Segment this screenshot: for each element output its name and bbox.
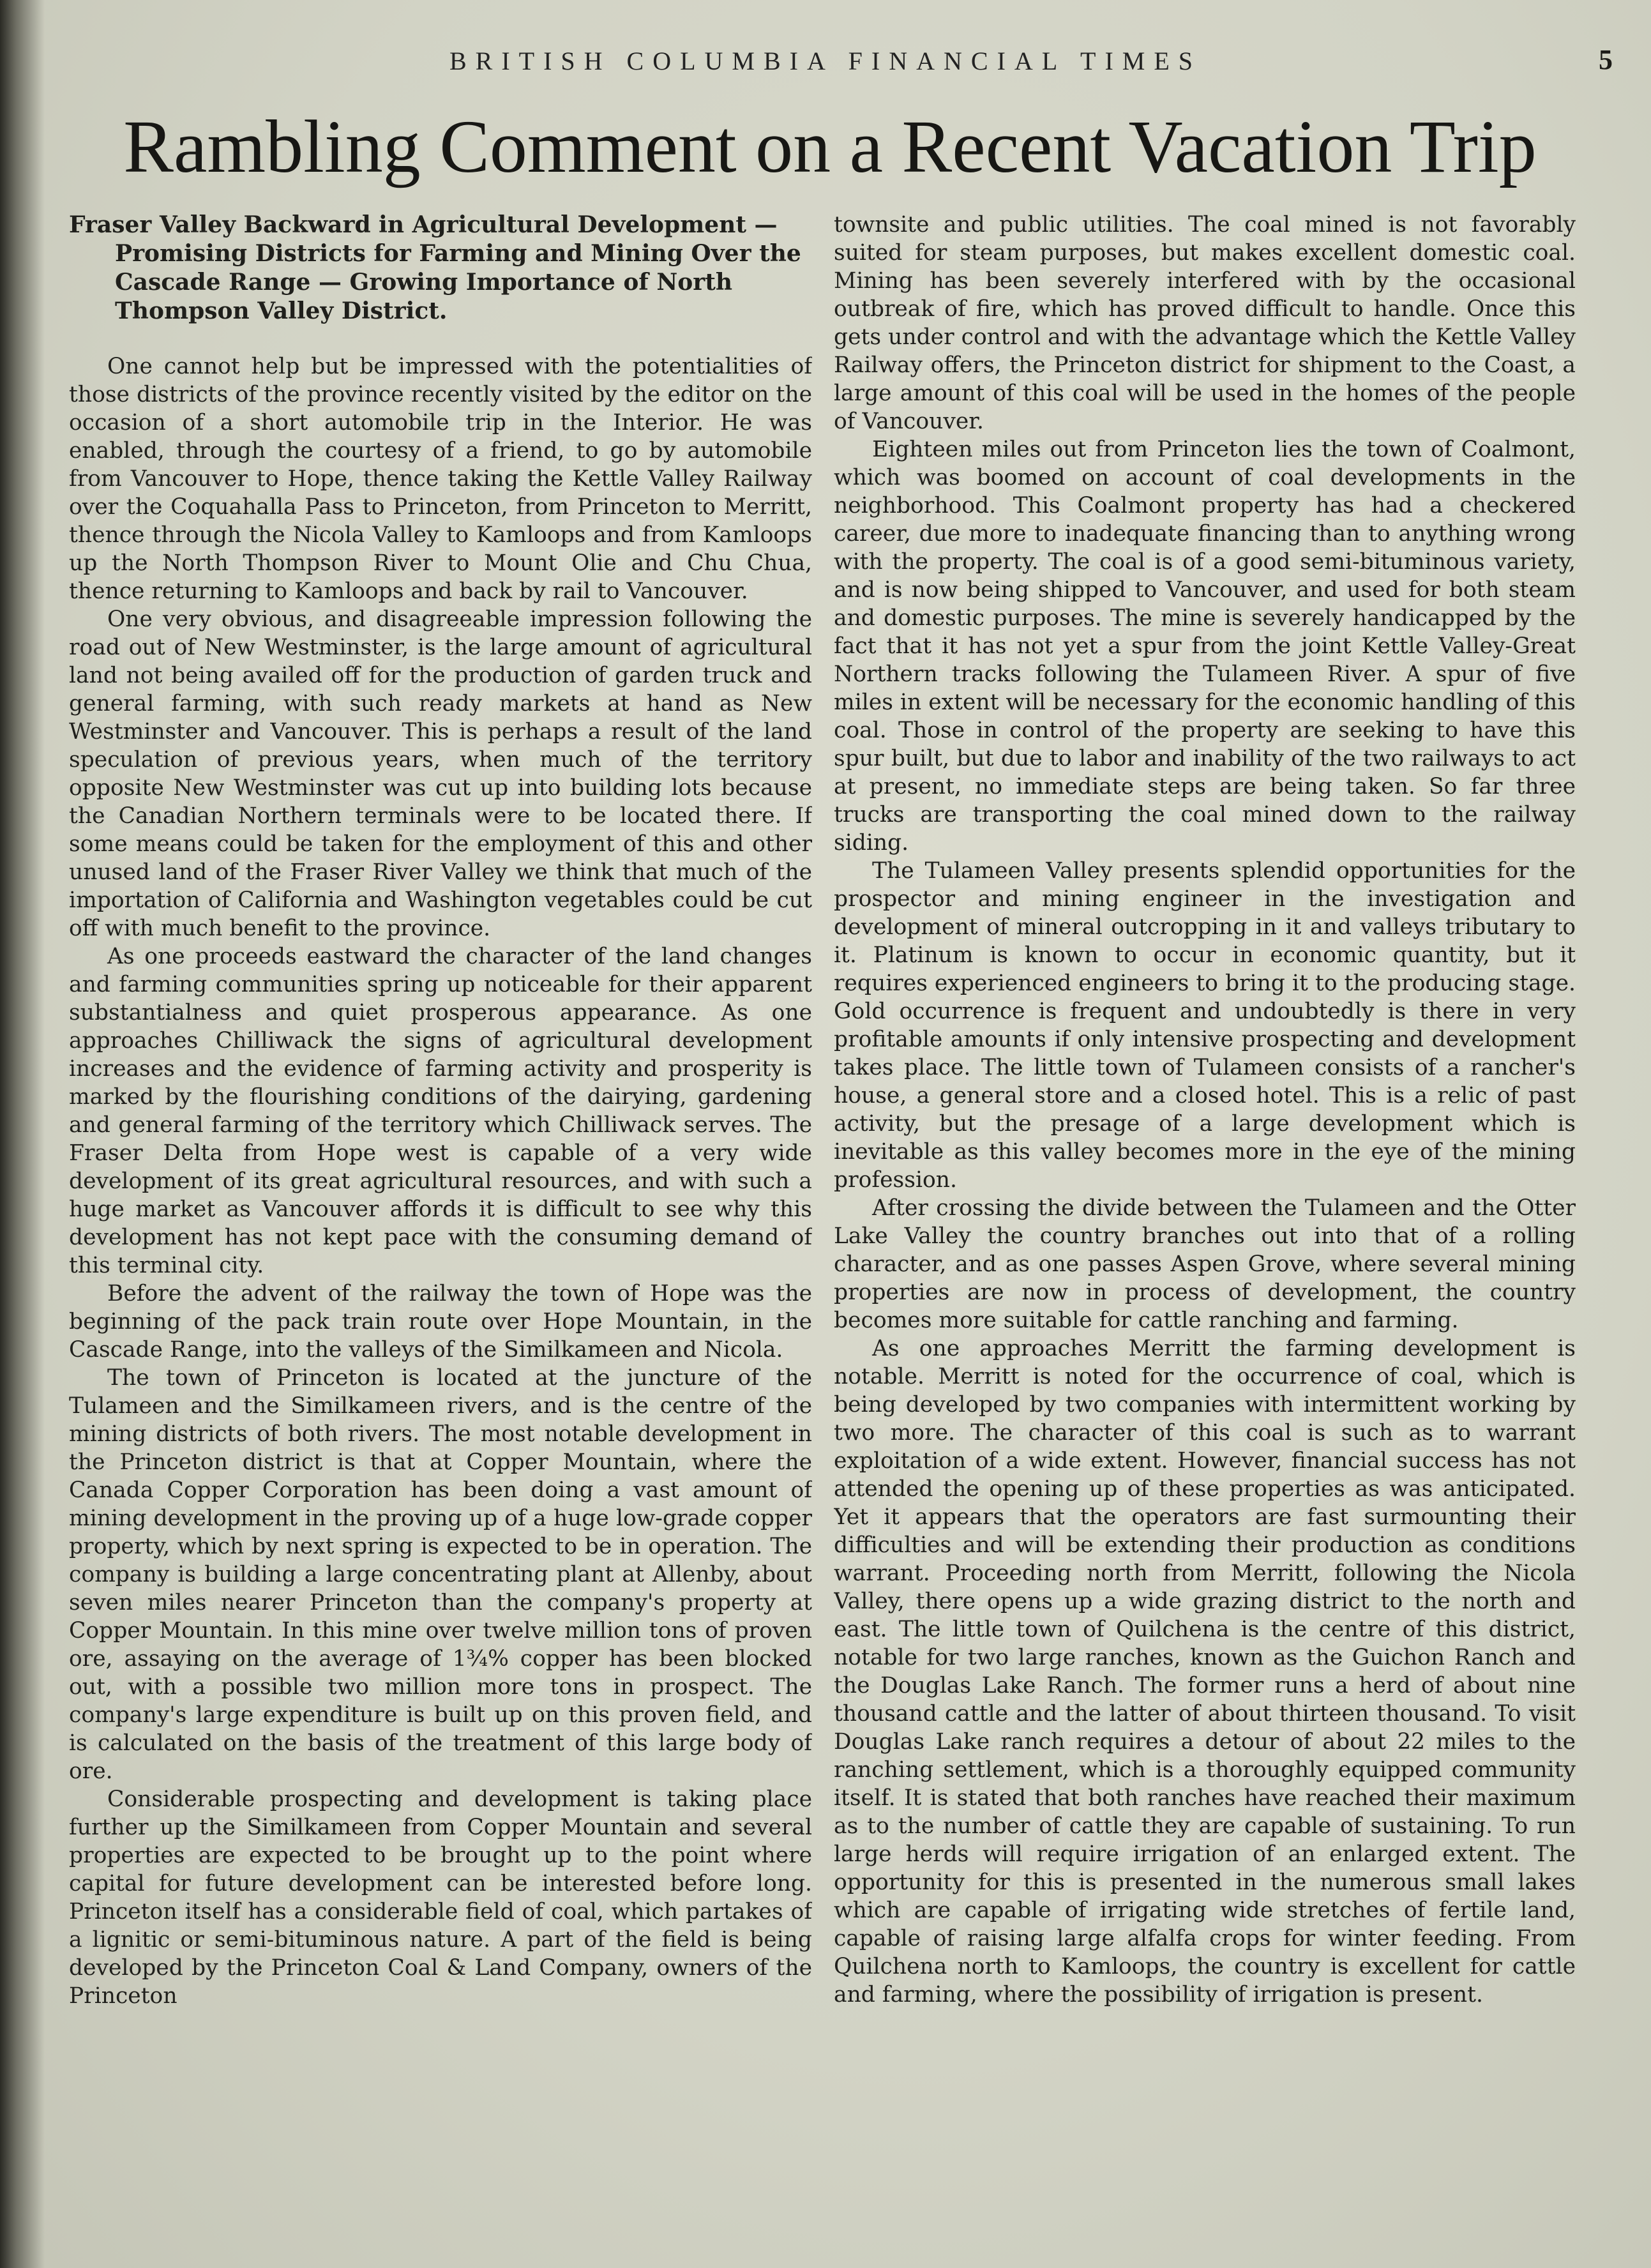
paragraph: The town of Princeton is located at the juncture of the Tulameen and the Similkameen rivers, and is the centre of the mining districts of both rivers. The most notable development in the Princeton district is that at Copper Mountain, where the Canada Copper Corporation has been doing a vast amount of mining development in the proving up of a huge low-grade copper property, which by next spring is expected to be in operation. The company is building a large concentrating plant at Allenby, about seven miles nearer Princeton than the company's property at Copper Mountain. In this mine over twelve million tons of proven ore, assaying on the average of 1¾% copper has been blocked out, with a possible two million more tons in prospect. The company's large expenditure is built up on this proven field, and is calculated on the basis of the treatment of this large body of ore. — [69, 1365, 812, 1784]
paragraph: As one proceeds eastward the character of the land changes and farming communities spring up noticeable for their apparent substantialness and quiet prosperous appearance. As one approaches Chilliwack the signs of agricultural development increases and the evidence of farming activity and prosperity is marked by the flourishing conditions of the dairying, gardening and general farming of the territory which Chilliwack serves. The Fraser Delta from Hope west is capable of a very wide development of its great agricultural resources, and with such a huge market as Vancouver affords it is difficult to see why this development has not kept pace with the consuming demand of this terminal city. — [69, 944, 812, 1278]
paragraph: As one approaches Merritt the farming development is notable. Merritt is noted for the occurrence of coal, which is being developed by two companies with intermittent working by two more. The character of this coal is such as to warrant exploitation of a wide extent. However, financial success has not attended the opening up of these properties as was anticipated. Yet it appears that the operators are fast surmounting their difficulties and will be extending their production as conditions warrant. Proceeding north from Merritt, following the Nicola Valley, there opens up a wide grazing district to the north and east. The little town of Quilchena is the centre of this district, notable for two large ranches, known as the Guichon Ranch and the Douglas Lake Ranch. The former runs a herd of about nine thousand cattle and the latter of about thirteen thousand. To visit Douglas Lake ranch requires a detour of about 22 miles to the ranching settlement, which is a thoroughly equipped community itself. It is stated that both ranches have reached their maximum as to the number of cattle they are capable of sustaining. To run large herds will require irrigation of an enlarged extent. The opportunity for this is presented in the numerous small lakes which are capable of irrigating wide stretches of fertile land, capable of raising large alfalfa crops for winter feeding. From Quilchena north to Kamloops, the country is excellent for cattle and farming, where the possibility of irrigation is present. — [834, 1336, 1576, 2007]
paragraph: One very obvious, and disagreeable impression following the road out of New Westminster, is the large amount of agricultural land not being availed off for the production of garden truck and general farming, with such ready markets at hand as New Westminster and Vancouver. This is perhaps a result of the land speculation of previous years, when much of the territory opposite New Westminster was cut up into building lots because the Canadian Northern terminals were to be located there. If some means could be taken for the employment of this and other unused land of the Fraser River Valley we think that much of the importation of California and Washington vegetables could be cut off with much benefit to the province. — [69, 607, 812, 941]
paragraph: The Tulameen Valley presents splendid opportunities for the prospector and mining engineer in the investigation and development of mineral outcropping in it and valleys tributary to it. Platinum is known to occur in economic quantity, but it requires experienced engineers to bring it to the producing stage. Gold occurrence is frequent and undoubtedly is there in very profitable amounts if only intensive prospecting and development takes place. The little town of Tulameen consists of a rancher's house, a general store and a closed hotel. This is a relic of past activity, but the presage of a large development which is inevitable as this valley becomes more in the eye of the mining profession. — [834, 858, 1576, 1193]
right-column — [834, 211, 1576, 2216]
article-subhead: Fraser Valley Backward in Agricultural Development — Promising Districts for Farming and Mining Over the Cascade Range — Growing Importance of North Thompson Valley District. — [69, 211, 801, 324]
paragraph: Considerable prospecting and development is taking place further up the Similkameen from Copper Mountain and several properties are expected to be brought up to the point where capital for future development can be interested before long. Princeton itself has a considerable field of coal, which partakes of a lignitic or semi-bituminous nature. A part of the field is being developed by the Princeton Coal & Land Company, owners of the Princeton — [69, 1787, 812, 2009]
paragraph: After crossing the divide between the Tulameen and the Otter Lake Valley the country branches out into that of a rolling character, and as one passes Aspen Grove, where several mining properties are now in process of development, the country becomes more suitable for cattle ranching and farming. — [834, 1195, 1576, 1333]
paragraph: Eighteen miles out from Princeton lies the town of Coalmont, which was boomed on account of coal developments in the neighborhood. This Coalmont property has had a checkered career, due more to inadequate financing than to anything wrong with the property. The coal is of a good semi-bituminous variety, and is now being shipped to Vancouver, and used for both steam and domestic purposes. The mine is severely handicapped by the fact that it has not yet a spur from the joint Kettle Valley-Great Northern tracks following the Tulameen River. A spur of five miles in extent will be necessary for the economic handling of this coal. Those in control of the property are seeking to have this spur built, but due to labor and inability of the two railways to act at present, no immediate steps are being taken. So far three trucks are transporting the coal mined down to the railway siding. — [834, 437, 1576, 856]
paragraph: Before the advent of the railway the town of Hope was the beginning of the pack train route over Hope Mountain, in the Cascade Range, into the valleys of the Similkameen and Nicola. — [69, 1281, 812, 1363]
binding-gutter-shadow — [0, 0, 45, 2268]
left-column — [69, 211, 812, 2216]
page-number: 5 — [1599, 44, 1613, 75]
paragraph: One cannot help but be impressed with the potentialities of those districts of the province recently visited by the editor on the occasion of a short automobile trip in the Interior. He was enabled, through the courtesy of a friend, to go by automobile from Vancouver to Hope, thence taking the Kettle Valley Railway over the Coquahalla Pass to Princeton, from Princeton to Merritt, thence through the Nicola Valley to Kamloops and from Kamloops up the North Thompson River to Mount Olie and Chu Chua, thence returning to Kamloops and back by rail to Vancouver. — [69, 354, 812, 604]
article-headline: Rambling Comment on a Recent Vacation Trip — [123, 105, 1537, 188]
paragraph-continuation: townsite and public utilities. The coal mined is not favorably suited for steam purposes, but makes excellent domestic coal. Mining has been severely interfered with by the occasional outbreak of fire, which has proved difficult to handle. Once this gets under control and with the advantage which the Kettle Valley Railway offers, the Princeton district for shipment to the Coast, a large amount of this coal will be used in the homes of the people of Vancouver. — [834, 212, 1576, 434]
running-title: BRITISH COLUMBIA FINANCIAL TIMES — [449, 47, 1202, 75]
